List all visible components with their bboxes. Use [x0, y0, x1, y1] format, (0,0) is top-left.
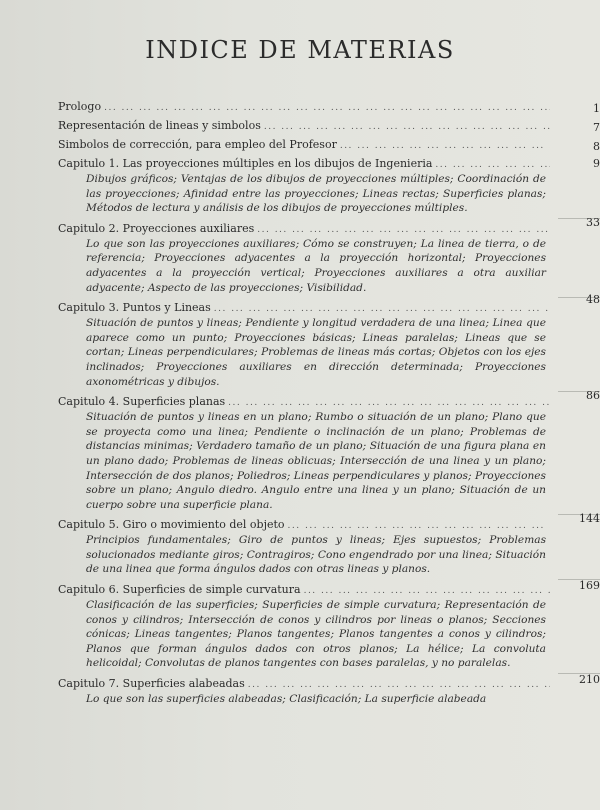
toc-entry-page: 86	[586, 389, 600, 403]
toc-entry-label: Capitulo 2. Proyecciones auxiliares	[58, 221, 255, 235]
toc-entry-label: Capitulo 1. Las proyecciones múltiples en los dibujos de Ingenieria	[58, 157, 433, 170]
toc-entry-capitulo-5	[58, 512, 600, 577]
toc-entry-label: Capitulo 5. Giro o movimiento del objeto	[58, 518, 285, 532]
toc-entry-label: Prologo	[58, 100, 102, 113]
toc-entry-page: 9	[593, 157, 600, 170]
toc-entry-page: 144	[579, 512, 600, 526]
toc-entry-topics: Situación de puntos y lineas en un plano; Rumbo o situación de un plano; Plano que se proyecta como una linea; Pendiente o inclinación de un plano; Problemas de distancias minimas; Verdadero tamaño de un plano; Situación de una figura plana en un plano dado; Problemas de lineas oblicuas; Intersección de una linea y un plano; Intersección de dos planos; Poliedros; Lineas perpendiculares y planos; Proyecciones sobre un plano; Angulo diedro. Angulo entre una linea y un plano; Situación de un cuerpo sobre una superficie plana.	[86, 411, 546, 511]
toc-entry-label: Simbolos de corrección, para empleo del Profesor	[58, 138, 337, 151]
toc-entry-capitulo-6	[58, 579, 600, 671]
page-title: INDICE DE MATERIAS	[145, 36, 455, 64]
toc-entry-label: Capitulo 3. Puntos y Lineas	[58, 301, 211, 315]
table-of-contents	[58, 100, 600, 711]
toc-entry-topics: Dibujos gráficos; Ventajas de los dibujos de proyecciones múltiples; Coordinación de las proyecciones; Afinidad entre las proyecciones; Lineas rectas; Superficies planas; Métodos de lectura y análisis de los dibujos de proyecciones múltiples.	[86, 173, 546, 215]
toc-entry-topics: Situación de puntos y lineas; Pendiente y longitud verdadera de una linea; Linea que aparece como un punto; Proyecciones básicas; Lineas paralelas; Lineas que se cortan; Lineas perpendiculares; Problemas de lineas más cortas; Objetos con los ejes inclinados; Proyecciones auxiliares en dirección determinada; Proyecciones axonométricas y dibujos.	[86, 317, 546, 388]
toc-entry-label: Capitulo 6. Superficies de simple curvatura	[58, 583, 301, 597]
toc-entry-simbolos	[58, 138, 600, 153]
toc-entry-topics: Clasificación de las superficies; Superficies de simple curvatura; Representación de conos y cilindros; Intersección de conos y cilindros por lineas o planos; Secciones cónicas; Lineas tangentes; Planos tangentes; Planos tangentes a conos y cilindros; Planos que forman ángulos dados con otros planos; La hélice; La convoluta helicoidal; Convolutas de planos tangentes con bases paralelas, y no paralelas.	[86, 599, 546, 670]
toc-entry-page: 33	[586, 215, 600, 229]
toc-entry-capitulo-7	[58, 673, 600, 707]
toc-entry-label: Capitulo 4. Superficies planas	[58, 395, 226, 409]
toc-entry-label: Representación de lineas y simbolos	[58, 119, 261, 132]
toc-entry-page: 7	[593, 121, 600, 134]
toc-entry-topics: Lo que son las proyecciones auxiliares; Cómo se construyen; La linea de tierra, o de referencia; Proyecciones adyacentes a la proyección horizontal; Proyecciones adyacentes a la proyección vertical; Proyecciones auxiliares a otra auxiliar adyacente; Aspecto de las proyecciones; Visibilidad.	[86, 237, 546, 294]
toc-entry-capitulo-4	[58, 389, 600, 512]
toc-entry-capitulo-1	[58, 157, 600, 216]
toc-entry-page: 8	[593, 140, 600, 153]
toc-entry-page: 48	[586, 293, 600, 307]
toc-entry-topics: Lo que son las superficies alabeadas; Clasificación; La superficie alabeada	[86, 693, 487, 706]
toc-entry-page: 169	[579, 579, 600, 593]
toc-entry-capitulo-3	[58, 293, 600, 389]
toc-entry-label: Capitulo 7. Superficies alabeadas	[58, 677, 245, 691]
toc-entry-prologo	[58, 100, 600, 115]
toc-entry-capitulo-2	[58, 215, 600, 295]
toc-entry-page: 210	[579, 673, 600, 687]
toc-entry-representacion	[58, 119, 600, 134]
toc-entry-page: 1	[593, 102, 600, 115]
toc-entry-topics: Principios fundamentales; Giro de puntos y lineas; Ejes supuestos; Problemas solucionados mediante giros; Contragiros; Cono engendrado por una linea; Situación de una linea que forma ángulos dados con otras lineas y planos.	[86, 534, 546, 576]
